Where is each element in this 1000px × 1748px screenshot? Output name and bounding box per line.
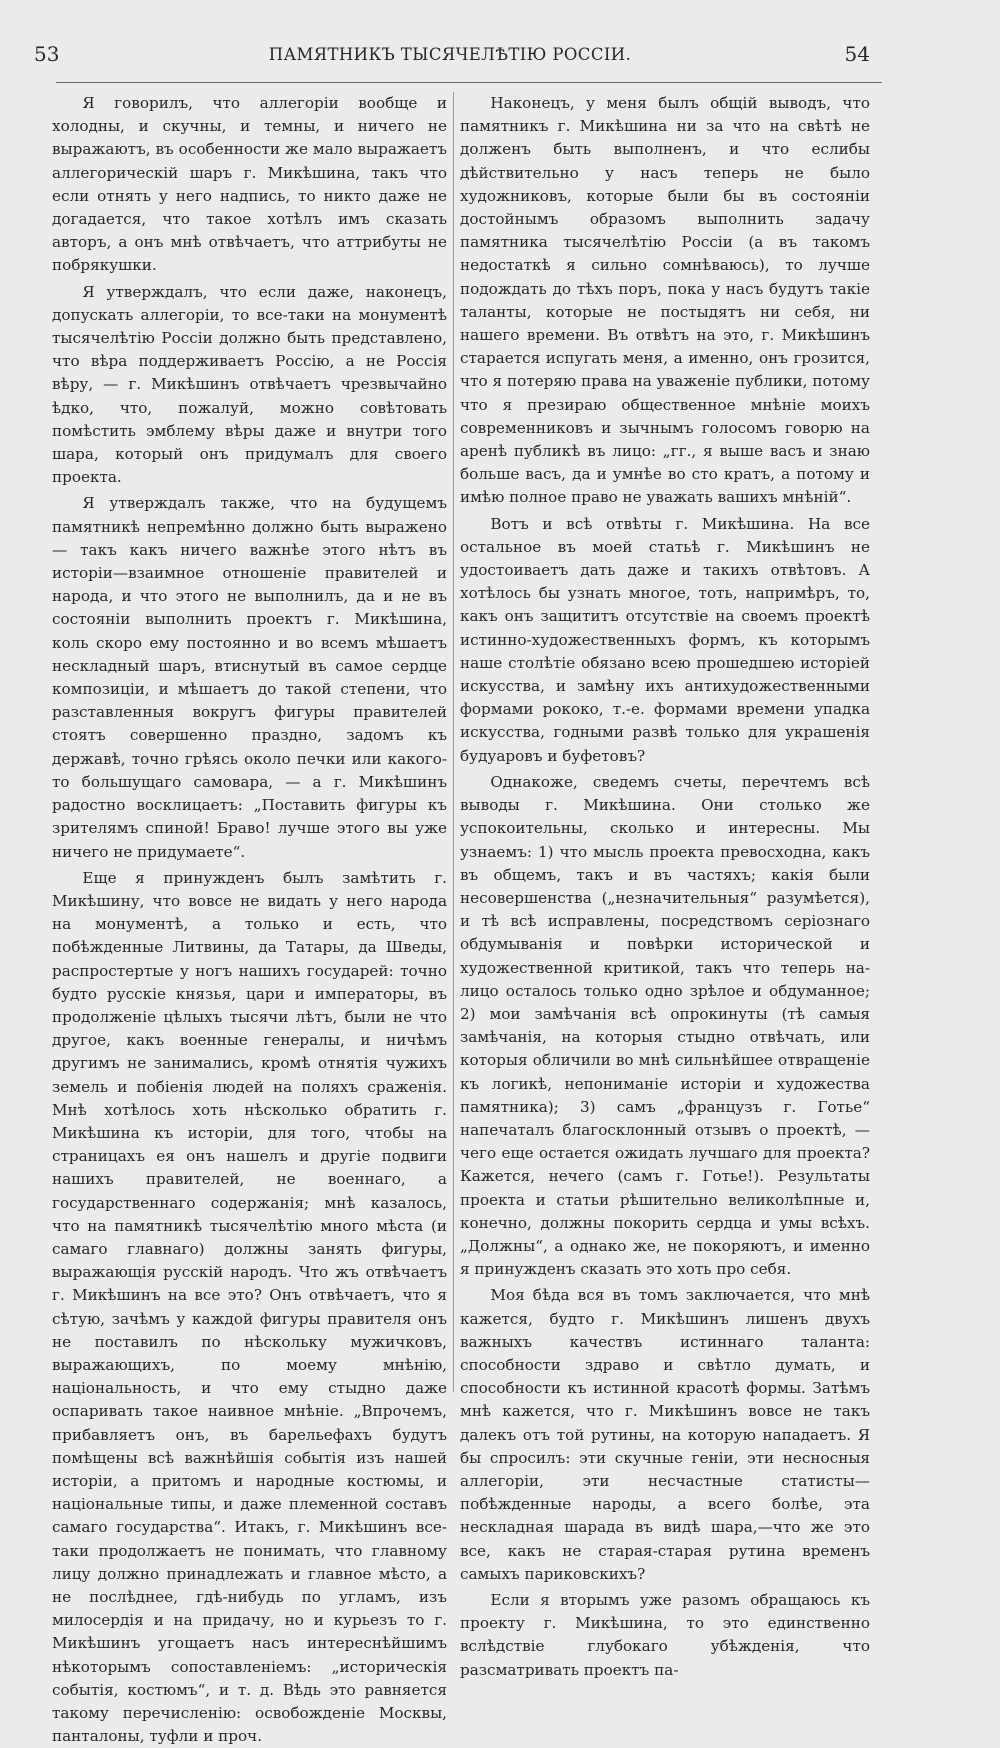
paragraph: Я утверждалъ также, что на будущемъ памятникѣ непремѣнно должно быть выражено — такъ какъ ничего важнѣе этого нѣтъ въ исторіи—взаимное отношеніе правителей и народа, и что этого не выполнилъ, да и не въ состояніи выполнить проектъ г. Микѣшина, коль скоро ему постоянно и во всемъ мѣшаетъ нескладный шаръ, втиснутый въ самое сердце композиціи, и мѣшаетъ до такой степени, что разставленныя вокругъ фигуры правителей стоятъ совершенно праздно, задомъ къ державѣ, точно грѣясь около печки или какого-то большущаго самовара, — а г. Микѣшинъ радостно восклицаетъ: „Поставить фигуры къ зрителямъ спиной! Браво! лучше этого вы уже ничего не придумаете“.: [52, 494, 447, 861]
paragraph: Вотъ и всѣ отвѣты г. Микѣшина. На все остальное въ моей статьѣ г. Микѣшинъ не удостоиваетъ дать даже и такихъ отвѣтовъ. А хотѣлось бы узнать многое, тоть, напримѣръ, то, какъ онъ защититъ отсутствіе на своемъ проектѣ истинно-художественныхъ формъ, къ которымъ наше столѣтіе обязано всею прошедшею исторіей искусства, и замѣну ихъ антихудожественными формами рококо, т.-е. формами времени упадка искусства, годными развѣ только для украшенія будуаровъ и буфетовъ?: [460, 514, 870, 765]
paragraph: Однакоже, сведемъ счеты, перечтемъ всѣ выводы г. Микѣшина. Они столько же успокоительны, сколько и интересны. Мы узнаемъ: 1) что мысль проекта превосходна, какъ въ общемъ, такъ и въ частяхъ; какія были несовершенства („незначительныя“ разумѣется), и тѣ всѣ исправлены, посредствомъ серіознаго обдумыванія и повѣрки исторической и художественной критикой, такъ что теперь на-лицо осталось только одно зрѣлое и обдуманное; 2) мои замѣчанія всѣ опрокинуты (тѣ самыя замѣчанія, на которыя стыдно отвѣчать, или которыя обличили во мнѣ сильнѣйшее отвращеніе къ логикѣ, непониманіе исторіи и художества памятника); 3) самъ „французъ г. Готье“ напечаталъ благосклонный отзывъ о проектѣ, —чего еще остается ожидать лучшаго для проекта? Кажется, нечего (самъ г. Готье!). Результаты проекта и статьи рѣшительно великолѣпные и, конечно, должны покорить сердца и умы всѣхъ. „Должны“, а однако же, не покоряютъ, и именно я принужденъ сказать это хоть про себя.: [460, 772, 870, 1279]
paragraph: Наконецъ, у меня былъ общій выводъ, что памятникъ г. Микѣшина ни за что на свѣтѣ не долженъ быть выполненъ, и что еслибы дѣйствительно у насъ теперь не было художниковъ, которые были бы въ состояніи достойнымъ образомъ выполнить задачу памятника тысячелѣтію Россіи (а въ такомъ недостаткѣ я сильно сомнѣваюсь), то лучше подождать до тѣхъ поръ, пока у насъ будутъ такіе таланты, которые не постыдятъ ни себя, ни нашего времени. Въ отвѣтъ на это, г. Микѣшинъ старается испугать меня, а именно, онъ грозится, что я потеряю права на уваженіе публики, потому что я презираю общественное мнѣніе моихъ современниковъ и зычнымъ голосомъ говорю на аренѣ публикѣ въ лицо: „гг., я выше васъ и знаю больше васъ, да и умнѣе во сто кратъ, а потому и имѣю полное право не уважать вашихъ мнѣній“.: [460, 94, 870, 507]
header-rule: [56, 82, 882, 83]
right-page-number: 54: [844, 42, 870, 66]
running-header: [0, 42, 1000, 72]
left-column: [52, 92, 447, 1746]
paragraph: Если я вторымъ уже разомъ обращаюсь къ проекту г. Микѣшина, то это единственно вслѣдствіе глубокаго убѣжденія, что разсматривать проектъ па-: [460, 1591, 870, 1679]
paragraph: Моя бѣда вся въ томъ заключается, что мнѣ кажется, будто г. Микѣшинъ лишенъ двухъ важныхъ качествъ истиннаго таланта: способности здраво и свѣтло думать, и способности къ истинной красотѣ формы. Затѣмъ мнѣ кажется, что г. Микѣшинъ вовсе не такъ далекъ отъ той рутины, на которую нападаетъ. Я бы спросилъ: эти скучные геніи, эти несносныя аллегоріи, эти несчастные статисты—побѣжденные народы, а всего болѣе, эта нескладная шарада въ видѣ шара,—что же это все, какъ не старая-старая рутина временъ самыхъ париковскихъ?: [460, 1286, 870, 1583]
left-page-number: 53: [34, 42, 60, 66]
paragraph: Я говорилъ, что аллегоріи вообще и холодны, и скучны, и темны, и ничего не выражаютъ, въ особенности же мало выражаетъ аллегорическій шаръ г. Микѣшина, такъ что если отнять у него надпись, то никто даже не догадается, что такое хотѣлъ имъ сказать авторъ, а онъ мнѣ отвѣчаетъ, что аттрибуты не побрякушки.: [52, 94, 447, 275]
column-divider: [453, 92, 454, 1392]
right-column: [460, 92, 870, 1679]
paragraph: Я утверждалъ, что если даже, наконецъ, допускать аллегоріи, то все-таки на монументѣ тысячелѣтію Россіи должно быть представлено, что вѣра поддерживаетъ Россію, а не Россія вѣру, — г. Микѣшинъ отвѣчаетъ чрезвычайно ѣдко, что, пожалуй, можно совѣтовать помѣстить эмблему вѣры даже и внутри того шара, который онъ придумалъ для своего проекта.: [52, 282, 447, 487]
running-title: ПАМЯТНИКЪ ТЫСЯЧЕЛѢТІЮ РОССІИ.: [268, 45, 632, 64]
paragraph: Еще я принужденъ былъ замѣтить г. Микѣшину, что вовсе не видать у него народа на монументѣ, а только и есть, что побѣжденные Литвины, да Татары, да Шведы, распростертые у ногъ нашихъ государей: точно будто русскіе князья, цари и императоры, въ продолженіе цѣлыхъ тысячи лѣтъ, были не что другое, какъ военные генералы, и ничѣмъ другимъ не занимались, кромѣ отнятія чужихъ земель и побіенія людей на поляхъ сраженія. Мнѣ хотѣлось хоть нѣсколько обратить г. Микѣшина къ исторіи, для того, чтобы на страницахъ ея онъ нашелъ и другіе подвиги нашихъ правителей, не военнаго, а государственнаго содержанія; мнѣ казалось, что на памятникѣ тысячелѣтію много мѣста (и самаго главнаго) должны занять фигуры, выражающія русскій народъ. Что жъ отвѣчаетъ г. Микѣшинъ на все это? Онъ отвѣчаетъ, что я сѣтую, зачѣмъ у каждой фигуры правителя онъ не поставилъ по нѣскольку мужичковъ, выражающихъ, по моему мнѣнію, національность, и что ему стыдно даже оспаривать такое наивное мнѣніе. „Впрочемъ, прибавляетъ онъ, въ барельефахъ будутъ помѣщены всѣ важнѣйшія событія изъ нашей исторіи, а притомъ и народные костюмы, и національные типы, и даже племенной составъ самаго государства“. Итакъ, г. Микѣшинъ все-таки продолжаетъ не понимать, что главному лицу должно принадлежать и главное мѣсто, а не послѣднее, гдѣ-нибудь по угламъ, изъ милосердія и на придачу, но и курьезъ то г. Микѣшинъ угощаетъ насъ интереснѣйшимъ нѣкоторымъ сопоставленіемъ: „историческія событія, костюмъ“, и т. д. Вѣдь это равняется такому перечисленію: освобожденіе Москвы, панталоны, туфли и проч.: [52, 868, 447, 1746]
